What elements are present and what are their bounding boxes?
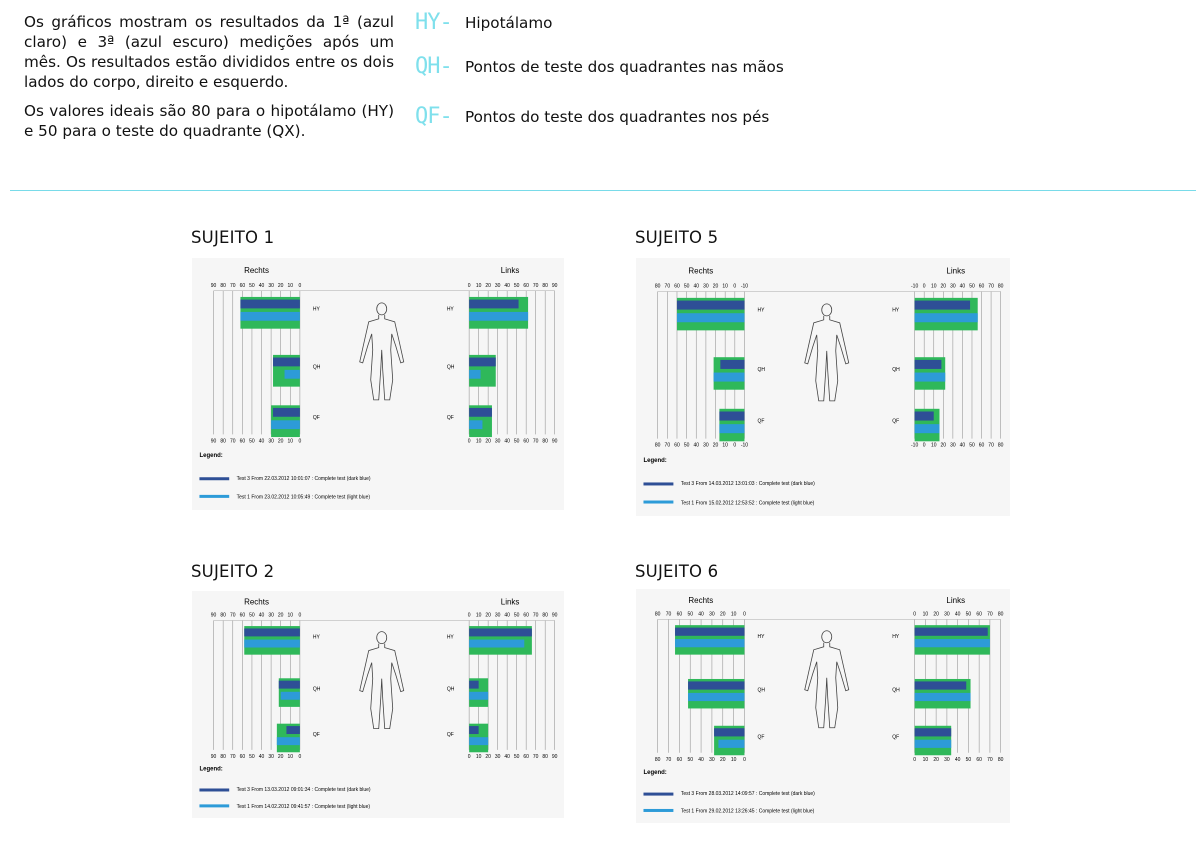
tick-label: 20 bbox=[485, 753, 491, 760]
tick-label: 60 bbox=[523, 612, 529, 619]
row-label-hy: HY bbox=[892, 307, 900, 314]
row-label-qh: QH bbox=[312, 364, 321, 371]
bar-test3-left-HY bbox=[915, 628, 988, 636]
tick-label: 30 bbox=[944, 756, 950, 763]
legend-code: HY- bbox=[415, 10, 452, 35]
tick-label: 60 bbox=[976, 756, 982, 763]
tick-label: 80 bbox=[542, 753, 548, 760]
tick-label: 20 bbox=[933, 611, 939, 618]
tick-label: 40 bbox=[698, 611, 704, 618]
tick-label: 20 bbox=[485, 612, 491, 619]
legend-label-test3: Test 3 From 13.03.2012 09:01:34 : Complete test (dark blue) bbox=[236, 786, 371, 793]
tick-label: 10 bbox=[930, 442, 937, 449]
tick-label: 0 bbox=[298, 753, 302, 760]
tick-label: 80 bbox=[220, 438, 226, 445]
tick-label: 50 bbox=[249, 438, 255, 445]
legend-description: Pontos de teste dos quadrantes nas mãos bbox=[465, 57, 784, 76]
tick-label: 50 bbox=[965, 611, 972, 618]
tick-label: 0 bbox=[922, 283, 926, 290]
legend-title: Legend: bbox=[199, 453, 223, 460]
tick-label: 60 bbox=[239, 612, 246, 619]
label-links: Links bbox=[500, 597, 520, 607]
tick-label: 30 bbox=[944, 611, 950, 618]
row-label-qh: QH bbox=[892, 687, 900, 694]
bar-test1-right-QF bbox=[719, 424, 744, 433]
human-figure-icon bbox=[360, 303, 404, 400]
legend-title: Legend: bbox=[199, 766, 223, 773]
tick-label: 40 bbox=[504, 612, 510, 619]
tick-label: 0 bbox=[922, 442, 926, 449]
row-label-hy: HY bbox=[892, 633, 900, 640]
row-label-qf: QF bbox=[446, 732, 454, 739]
bar-test3-left-QH bbox=[469, 681, 479, 689]
tick-label: -10 bbox=[911, 283, 919, 290]
bar-test1-right-HY bbox=[244, 640, 300, 648]
bar-test1-left-HY bbox=[469, 640, 524, 648]
tick-label: 60 bbox=[239, 438, 246, 445]
bar-test3-right-QF bbox=[719, 412, 744, 421]
tick-label: 40 bbox=[258, 612, 265, 619]
tick-label: 20 bbox=[933, 756, 939, 763]
row-label-hy: HY bbox=[312, 634, 320, 641]
tick-label: 30 bbox=[494, 282, 501, 289]
tick-label: 40 bbox=[504, 753, 510, 760]
tick-label: 70 bbox=[532, 282, 539, 289]
tick-label: 40 bbox=[693, 442, 700, 449]
bar-test1-right-QH bbox=[285, 370, 300, 379]
tick-label: 30 bbox=[268, 612, 274, 619]
row-label-hy: HY bbox=[446, 634, 454, 641]
row-label-hy: HY bbox=[312, 306, 320, 313]
legend-swatch-test1 bbox=[199, 804, 229, 807]
bar-test3-left-QH bbox=[915, 360, 942, 369]
tick-label: 50 bbox=[513, 438, 520, 445]
chart-sujeito-5 bbox=[636, 258, 1010, 516]
tick-label: 10 bbox=[922, 611, 929, 618]
tick-label: 10 bbox=[730, 611, 737, 618]
tick-label: 40 bbox=[504, 282, 510, 289]
legend-label-test1: Test 1 From 23.02.2012 10:05:49 : Complete test (light blue) bbox=[236, 494, 371, 501]
tick-label: 0 bbox=[467, 438, 471, 445]
legend-item-qh bbox=[415, 54, 784, 79]
intro-text bbox=[24, 12, 394, 150]
tick-label: 10 bbox=[922, 756, 929, 763]
tick-label: 60 bbox=[978, 283, 985, 290]
row-label-hy: HY bbox=[757, 633, 765, 640]
bar-test3-right-QH bbox=[279, 681, 300, 689]
tick-label: 10 bbox=[287, 282, 294, 289]
bar-test3-right-QF bbox=[273, 408, 300, 417]
legend-swatch-test3 bbox=[643, 793, 673, 796]
tick-label: 70 bbox=[664, 442, 671, 449]
tick-label: 50 bbox=[249, 753, 255, 760]
bar-test1-right-QH bbox=[714, 373, 745, 382]
legend-item-qf bbox=[415, 104, 769, 129]
legend-swatch-test3 bbox=[199, 477, 229, 480]
human-figure-icon bbox=[360, 632, 404, 729]
legend-code: QH- bbox=[415, 54, 452, 79]
row-label-qh: QH bbox=[446, 364, 455, 371]
tick-label: 10 bbox=[475, 282, 482, 289]
intro-paragraph-1: Os gráficos mostram os resultados da 1ª (azul claro) e 3ª (azul escuro) medições após um mês. Os resultados estão divididos entre os dois lados do corpo, direito e esquerdo. bbox=[24, 13, 394, 91]
tick-label: 80 bbox=[542, 282, 548, 289]
legend-title: Legend: bbox=[643, 457, 667, 464]
row-label-qf: QF bbox=[757, 734, 765, 741]
tick-label: 80 bbox=[654, 283, 661, 290]
tick-label: 0 bbox=[913, 756, 917, 763]
bar-test1-left-QF bbox=[469, 420, 482, 429]
tick-label: 90 bbox=[210, 282, 217, 289]
intro-paragraph-2: Os valores ideais são 80 para o hipotálamo (HY) e 50 para o teste do quadrante (QX). bbox=[24, 102, 394, 140]
legend-label-test3: Test 3 From 14.03.2012 13:01:03 : Complete test (dark blue) bbox=[680, 481, 815, 488]
bar-test1-right-QF bbox=[271, 420, 300, 429]
bar-test3-left-HY bbox=[469, 300, 518, 309]
tick-label: 0 bbox=[913, 611, 917, 618]
chart-panel-sujeito-6 bbox=[636, 589, 1010, 823]
tick-label: 30 bbox=[703, 283, 709, 290]
tick-label: 90 bbox=[551, 438, 558, 445]
chart-sujeito-1 bbox=[192, 258, 564, 510]
bar-test1-left-HY bbox=[915, 639, 990, 647]
bar-test3-right-QH bbox=[688, 681, 744, 689]
bar-test3-left-QH bbox=[469, 358, 496, 367]
tick-label: 30 bbox=[268, 282, 274, 289]
tick-label: 10 bbox=[730, 756, 737, 763]
tick-label: 10 bbox=[287, 612, 294, 619]
tick-label: 60 bbox=[674, 442, 680, 449]
tick-label: 0 bbox=[743, 756, 746, 763]
label-rechts: Rechts bbox=[244, 597, 269, 607]
tick-label: 60 bbox=[239, 753, 246, 760]
tick-label: 80 bbox=[220, 282, 226, 289]
tick-label: 80 bbox=[997, 756, 1004, 763]
tick-label: 50 bbox=[513, 753, 520, 760]
legend-swatch-test1 bbox=[199, 495, 229, 498]
legend-label-test3: Test 3 From 22.03.2012 10:01:07 : Complete test (dark blue) bbox=[236, 475, 371, 482]
tick-label: 30 bbox=[709, 611, 715, 618]
tick-label: 50 bbox=[965, 756, 972, 763]
tick-label: 40 bbox=[258, 438, 265, 445]
tick-label: 70 bbox=[532, 612, 539, 619]
human-figure-icon bbox=[805, 631, 849, 728]
tick-label: -10 bbox=[740, 442, 749, 449]
bar-test1-left-QF bbox=[915, 424, 940, 433]
row-label-qf: QF bbox=[892, 418, 900, 425]
tick-label: 40 bbox=[693, 283, 700, 290]
bar-test3-left-QF bbox=[915, 728, 952, 736]
tick-label: 0 bbox=[467, 753, 471, 760]
bar-test1-right-QH bbox=[281, 692, 300, 700]
tick-label: 90 bbox=[551, 612, 558, 619]
bar-test1-right-HY bbox=[675, 639, 744, 647]
legend-title: Legend: bbox=[643, 769, 667, 776]
tick-label: 30 bbox=[494, 438, 501, 445]
bar-test1-left-QH bbox=[915, 693, 971, 701]
tick-label: 30 bbox=[709, 756, 715, 763]
tick-label: 10 bbox=[287, 438, 294, 445]
section-divider bbox=[10, 190, 1196, 191]
legend-item-hy bbox=[415, 10, 552, 35]
tick-label: 80 bbox=[997, 611, 1004, 618]
bar-test3-left-QH bbox=[915, 681, 967, 689]
bar-test1-left-QH bbox=[915, 373, 946, 382]
tick-label: 80 bbox=[542, 612, 548, 619]
tick-label: 10 bbox=[475, 753, 482, 760]
tick-label: 70 bbox=[987, 611, 993, 618]
tick-label: 90 bbox=[210, 753, 217, 760]
row-label-qf: QF bbox=[757, 418, 765, 425]
tick-label: 60 bbox=[676, 611, 683, 618]
tick-label: 10 bbox=[287, 753, 294, 760]
tick-label: 10 bbox=[722, 442, 728, 449]
label-links: Links bbox=[946, 266, 966, 276]
bar-test1-left-HY bbox=[915, 313, 978, 322]
legend-label-test1: Test 1 From 14.02.2012 09:41:57 : Complete test (light blue) bbox=[236, 803, 371, 810]
tick-label: 70 bbox=[987, 756, 993, 763]
tick-label: 20 bbox=[277, 438, 284, 445]
row-label-qh: QH bbox=[892, 366, 900, 373]
bar-test1-left-QH bbox=[469, 370, 480, 379]
tick-label: 80 bbox=[997, 442, 1004, 449]
tick-label: 50 bbox=[687, 611, 694, 618]
label-links: Links bbox=[500, 266, 520, 276]
tick-label: 40 bbox=[258, 753, 265, 760]
bar-test3-left-HY bbox=[469, 628, 532, 636]
tick-label: 20 bbox=[277, 753, 284, 760]
tick-label: 0 bbox=[467, 282, 471, 289]
tick-label: 70 bbox=[229, 282, 236, 289]
tick-label: 30 bbox=[494, 753, 501, 760]
tick-label: 50 bbox=[683, 442, 690, 449]
tick-label: 50 bbox=[249, 612, 255, 619]
chart-title-sujeito-6: SUJEITO 6 bbox=[635, 562, 719, 581]
tick-label: 90 bbox=[551, 753, 558, 760]
bar-test3-right-HY bbox=[244, 628, 300, 636]
tick-label: 0 bbox=[298, 438, 302, 445]
tick-label: 90 bbox=[210, 438, 217, 445]
bar-test3-left-QF bbox=[469, 408, 492, 417]
tick-label: 70 bbox=[229, 612, 236, 619]
bar-test1-left-QH bbox=[469, 692, 488, 700]
chart-title-sujeito-5: SUJEITO 5 bbox=[635, 228, 719, 247]
legend-label-test3: Test 3 From 28.03.2012 14:09:57 : Complete test (dark blue) bbox=[680, 790, 815, 797]
tick-label: 20 bbox=[277, 612, 284, 619]
tick-label: 60 bbox=[239, 282, 246, 289]
tick-label: 30 bbox=[268, 753, 274, 760]
tick-label: 50 bbox=[687, 756, 694, 763]
tick-label: 20 bbox=[940, 442, 947, 449]
label-rechts: Rechts bbox=[244, 266, 269, 276]
tick-label: 20 bbox=[719, 756, 726, 763]
tick-label: 70 bbox=[664, 283, 671, 290]
tick-label: 40 bbox=[504, 438, 510, 445]
tick-label: 70 bbox=[532, 753, 539, 760]
tick-label: 10 bbox=[722, 283, 728, 290]
tick-label: 30 bbox=[703, 442, 709, 449]
tick-label: 40 bbox=[959, 283, 966, 290]
tick-label: 40 bbox=[959, 442, 966, 449]
bar-test1-right-QF bbox=[718, 740, 744, 748]
chart-title-sujeito-1: SUJEITO 1 bbox=[191, 228, 275, 247]
tick-label: 50 bbox=[969, 442, 975, 449]
tick-label: 10 bbox=[475, 438, 482, 445]
tick-label: 40 bbox=[954, 611, 961, 618]
tick-label: 20 bbox=[712, 442, 719, 449]
chart-panel-sujeito-2 bbox=[192, 591, 564, 818]
row-label-qf: QF bbox=[312, 732, 320, 739]
tick-label: 80 bbox=[654, 611, 661, 618]
tick-label: 0 bbox=[733, 442, 737, 449]
bar-test3-left-HY bbox=[915, 301, 970, 310]
tick-label: 80 bbox=[220, 612, 226, 619]
legend-description: Hipotálamo bbox=[465, 13, 553, 32]
tick-label: 0 bbox=[298, 612, 302, 619]
tick-label: 50 bbox=[513, 282, 520, 289]
tick-label: 70 bbox=[229, 753, 236, 760]
legend-swatch-test1 bbox=[643, 809, 673, 812]
row-label-qh: QH bbox=[446, 686, 455, 693]
legend-label-test1: Test 1 From 15.02.2012 12:53:52 : Complete test (light blue) bbox=[680, 500, 815, 507]
tick-label: 70 bbox=[229, 438, 236, 445]
bar-test3-right-HY bbox=[677, 301, 744, 310]
legend-label-test1: Test 1 From 29.02.2012 13:26:45 : Complete test (light blue) bbox=[680, 808, 815, 815]
bar-test1-right-HY bbox=[677, 313, 744, 322]
chart-sujeito-6 bbox=[636, 589, 1010, 823]
legend-code: QF- bbox=[415, 104, 452, 129]
bar-test3-right-QF bbox=[286, 726, 299, 734]
tick-label: 60 bbox=[674, 283, 680, 290]
tick-label: 50 bbox=[969, 283, 975, 290]
tick-label: 60 bbox=[976, 611, 982, 618]
tick-label: 70 bbox=[665, 611, 672, 618]
tick-label: 10 bbox=[930, 283, 937, 290]
bar-test1-left-QF bbox=[469, 737, 488, 745]
tick-label: 30 bbox=[494, 612, 501, 619]
bar-test1-right-HY bbox=[240, 312, 299, 321]
row-label-qh: QH bbox=[757, 687, 766, 694]
tick-label: 0 bbox=[743, 611, 746, 618]
bar-test1-right-QF bbox=[277, 737, 300, 745]
tick-label: 10 bbox=[475, 612, 482, 619]
legend-swatch-test3 bbox=[199, 788, 229, 791]
tick-label: 50 bbox=[683, 283, 690, 290]
tick-label: 80 bbox=[997, 283, 1004, 290]
bar-test3-left-QF bbox=[915, 412, 934, 421]
tick-label: -10 bbox=[911, 442, 919, 449]
tick-label: 60 bbox=[523, 282, 529, 289]
row-label-qh: QH bbox=[312, 686, 321, 693]
tick-label: 0 bbox=[467, 612, 471, 619]
bar-test3-right-HY bbox=[240, 300, 299, 309]
bar-test1-left-QF bbox=[915, 740, 952, 748]
tick-label: 20 bbox=[485, 438, 491, 445]
tick-label: 40 bbox=[954, 756, 961, 763]
tick-label: -10 bbox=[740, 283, 749, 290]
tick-label: 30 bbox=[950, 283, 956, 290]
legend-swatch-test3 bbox=[643, 482, 673, 485]
tick-label: 60 bbox=[523, 753, 529, 760]
chart-panel-sujeito-5 bbox=[636, 258, 1010, 516]
tick-label: 20 bbox=[277, 282, 284, 289]
chart-sujeito-2 bbox=[192, 591, 564, 818]
bar-test3-right-QF bbox=[714, 728, 744, 736]
tick-label: 70 bbox=[988, 442, 994, 449]
tick-label: 20 bbox=[712, 283, 719, 290]
tick-label: 30 bbox=[950, 442, 956, 449]
row-label-qf: QF bbox=[892, 734, 900, 741]
tick-label: 80 bbox=[654, 442, 661, 449]
tick-label: 0 bbox=[298, 282, 302, 289]
tick-label: 80 bbox=[654, 756, 661, 763]
label-rechts: Rechts bbox=[688, 266, 714, 276]
tick-label: 50 bbox=[513, 612, 520, 619]
bar-test3-left-QF bbox=[469, 726, 479, 734]
tick-label: 20 bbox=[940, 283, 947, 290]
chart-panel-sujeito-1 bbox=[192, 258, 564, 510]
tick-label: 20 bbox=[485, 282, 491, 289]
tick-label: 60 bbox=[676, 756, 683, 763]
tick-label: 70 bbox=[665, 756, 672, 763]
bar-test3-right-QH bbox=[720, 360, 744, 369]
bar-test1-left-HY bbox=[469, 312, 528, 321]
tick-label: 0 bbox=[733, 283, 737, 290]
label-rechts: Rechts bbox=[688, 596, 714, 606]
label-links: Links bbox=[946, 596, 966, 606]
tick-label: 40 bbox=[698, 756, 704, 763]
legend-description: Pontos do teste dos quadrantes nos pés bbox=[465, 107, 770, 126]
row-label-qf: QF bbox=[312, 414, 320, 421]
legend-swatch-test1 bbox=[643, 501, 673, 504]
tick-label: 50 bbox=[249, 282, 255, 289]
tick-label: 60 bbox=[523, 438, 529, 445]
tick-label: 80 bbox=[542, 438, 548, 445]
row-label-qf: QF bbox=[446, 414, 454, 421]
bar-test3-right-HY bbox=[675, 628, 744, 636]
row-label-hy: HY bbox=[446, 306, 454, 313]
bar-test1-right-QH bbox=[688, 693, 744, 701]
tick-label: 90 bbox=[210, 612, 217, 619]
row-label-hy: HY bbox=[757, 307, 765, 314]
bar-test3-right-QH bbox=[273, 358, 300, 367]
tick-label: 90 bbox=[551, 282, 558, 289]
tick-label: 20 bbox=[719, 611, 726, 618]
tick-label: 80 bbox=[220, 753, 226, 760]
tick-label: 60 bbox=[978, 442, 985, 449]
chart-title-sujeito-2: SUJEITO 2 bbox=[191, 562, 275, 581]
tick-label: 40 bbox=[258, 282, 265, 289]
tick-label: 70 bbox=[988, 283, 994, 290]
human-figure-icon bbox=[805, 304, 849, 401]
tick-label: 70 bbox=[532, 438, 539, 445]
row-label-qh: QH bbox=[757, 366, 766, 373]
tick-label: 30 bbox=[268, 438, 274, 445]
